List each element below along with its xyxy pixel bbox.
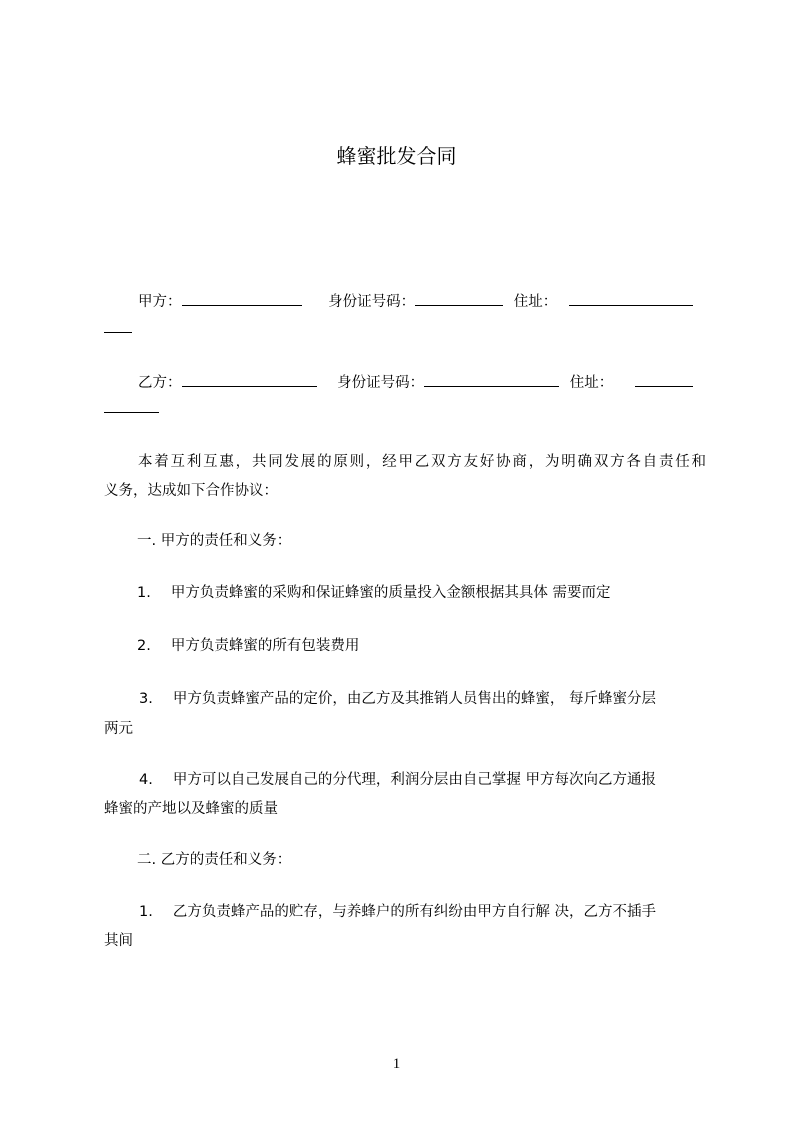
intro-line-2: 义务，达成如下合作协议： (104, 483, 278, 499)
s1-item-4-cont: 蜂蜜的产地以及蜂蜜的质量 (104, 801, 278, 817)
section1-heading: 一. 甲方的责任和义务： (137, 533, 292, 549)
party-b-name-blank (182, 372, 317, 387)
party-b-id-blank (424, 372, 559, 387)
s1-item-3-cont: 两元 (104, 721, 133, 737)
s2-item-1-cont: 其间 (104, 933, 133, 949)
s1-item-3 (139, 690, 706, 708)
s2-item-1 (139, 903, 656, 921)
party-b-addr-continuation (104, 398, 159, 418)
item-number: 1. (139, 904, 153, 920)
item-text: 甲方负责蜂蜜产品的定价，由乙方及其推销人员售出的蜂蜜， 每斤蜂蜜分层 (172, 691, 656, 707)
blank-continuation (104, 318, 132, 333)
document-title: 蜂蜜批发合同 (336, 144, 457, 168)
item-number: 2. (137, 638, 151, 654)
item-text: 甲方负责蜂蜜的采购和保证蜂蜜的质量投入金额根据其具体 需要而定 (170, 585, 611, 601)
intro-line-1: 本着互利互惠，共同发展的原则，经甲乙双方友好协商，为明确双方各自责任和 (138, 454, 706, 470)
party-b-addr-label: 住址： (569, 375, 614, 391)
section2-heading: 二. 乙方的责任和义务： (137, 852, 292, 868)
party-b-line (138, 372, 693, 392)
item-text: 乙方负责蜂产品的贮存，与养蜂户的所有纠纷由甲方自行解 决，乙方不插手 (172, 904, 656, 920)
s1-item-1 (137, 584, 610, 602)
party-a-line (138, 291, 693, 311)
s1-item-4 (139, 771, 656, 789)
item-number: 4. (139, 772, 153, 788)
page-number: 1 (392, 1056, 401, 1072)
party-b-addr-blank (635, 372, 693, 387)
item-text: 甲方可以自己发展自己的分代理，利润分层由自己掌握 甲方每次向乙方通报 (172, 772, 656, 788)
blank-continuation (104, 398, 159, 413)
item-text: 甲方负责蜂蜜的所有包装费用 (170, 638, 360, 654)
party-a-name-blank (182, 291, 302, 306)
item-number: 1. (137, 585, 151, 601)
party-a-addr-label: 住址： (513, 294, 558, 310)
party-b-label: 乙方： (138, 375, 182, 391)
party-a-addr-continuation (104, 318, 132, 338)
party-a-label: 甲方： (138, 294, 182, 310)
s1-item-2 (137, 637, 359, 655)
party-b-id-label: 身份证号码： (337, 375, 425, 391)
item-number: 3. (139, 691, 153, 707)
party-a-id-label: 身份证号码： (328, 294, 416, 310)
party-a-id-blank (415, 291, 503, 306)
party-a-addr-blank (569, 291, 693, 306)
